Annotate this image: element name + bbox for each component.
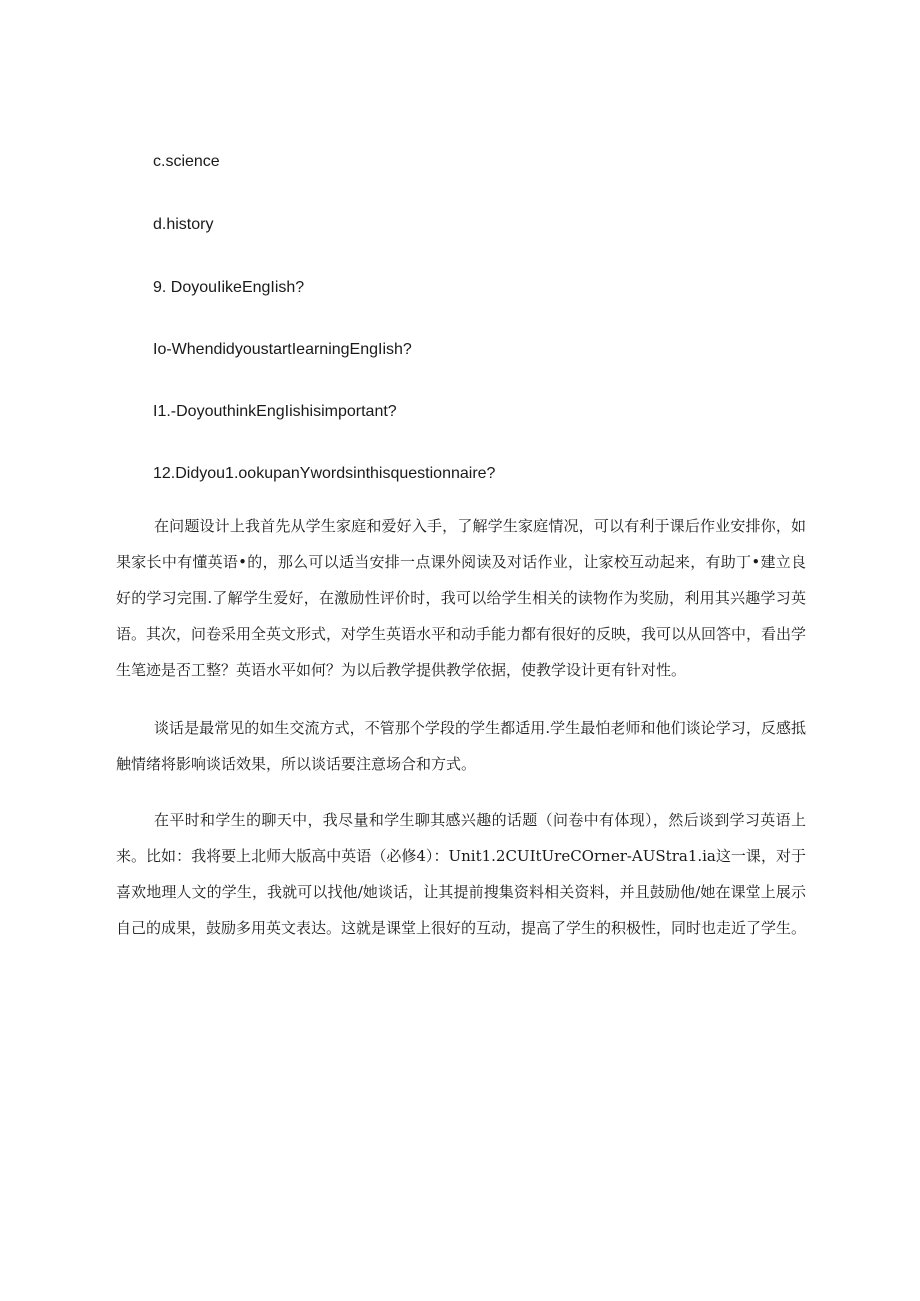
question-12: 12.Didyou1.ookupanYwordsinthisquestionnaire? xyxy=(153,465,496,482)
question-9: 9. DoyouIikeEngIish? xyxy=(153,279,305,296)
question-11: I1.-DoyouthinkEngIishisimportant? xyxy=(153,403,397,420)
paragraph-chat-example: 在平时和学生的聊天中，我尽量和学生聊其感兴趣的话题（问卷中有体现），然后谈到学习英语上来。比如：我将要上北师大版高中英语（必修4）：Unit1.2CUItUreCOrner-AUStra1.ia这一课，对于喜欢地理人文的学生，我就可以找他/她谈话，让其提前搜集资料相关资料，并且鼓励他/她在课堂上展示自己的成果，鼓励多用英文表达。这就是课堂上很好的互动，提高了学生的积极性，同时也走近了学生。 xyxy=(116,811,807,937)
paragraph-conversation: 谈话是最常见的如生交流方式，不管那个学段的学生都适用.学生最怕老师和他们谈论学习，反感抵触情绪将影响谈话效果，所以谈话要注意场合和方式。 xyxy=(116,719,806,773)
paragraph-question-design: 在问题设计上我首先从学生家庭和爱好入手，了解学生家庭情况，可以有利于课后作业安排你，如果家长中有懂英语•的，那么可以适当安排一点课外阅读及对话作业，让家校互动起来，有助丁•建立良好的学习完围.了解学生爱好，在激励性评价时，我可以给学生相关的读物作为奖励，利用其兴趣学习英语。其次，问卷采用全英文形式，对学生英语水平和动手能力都有很好的反映，我可以从回答中，看出学生笔迹是否工整？英语水平如何？为以后教学提供教学依据，使教学设计更有针对性。 xyxy=(116,517,807,679)
question-10: Io-WhendidyoustartIearningEngIish? xyxy=(153,341,412,358)
question-option-c: c.science xyxy=(153,153,220,170)
question-option-d: d.history xyxy=(153,216,214,233)
